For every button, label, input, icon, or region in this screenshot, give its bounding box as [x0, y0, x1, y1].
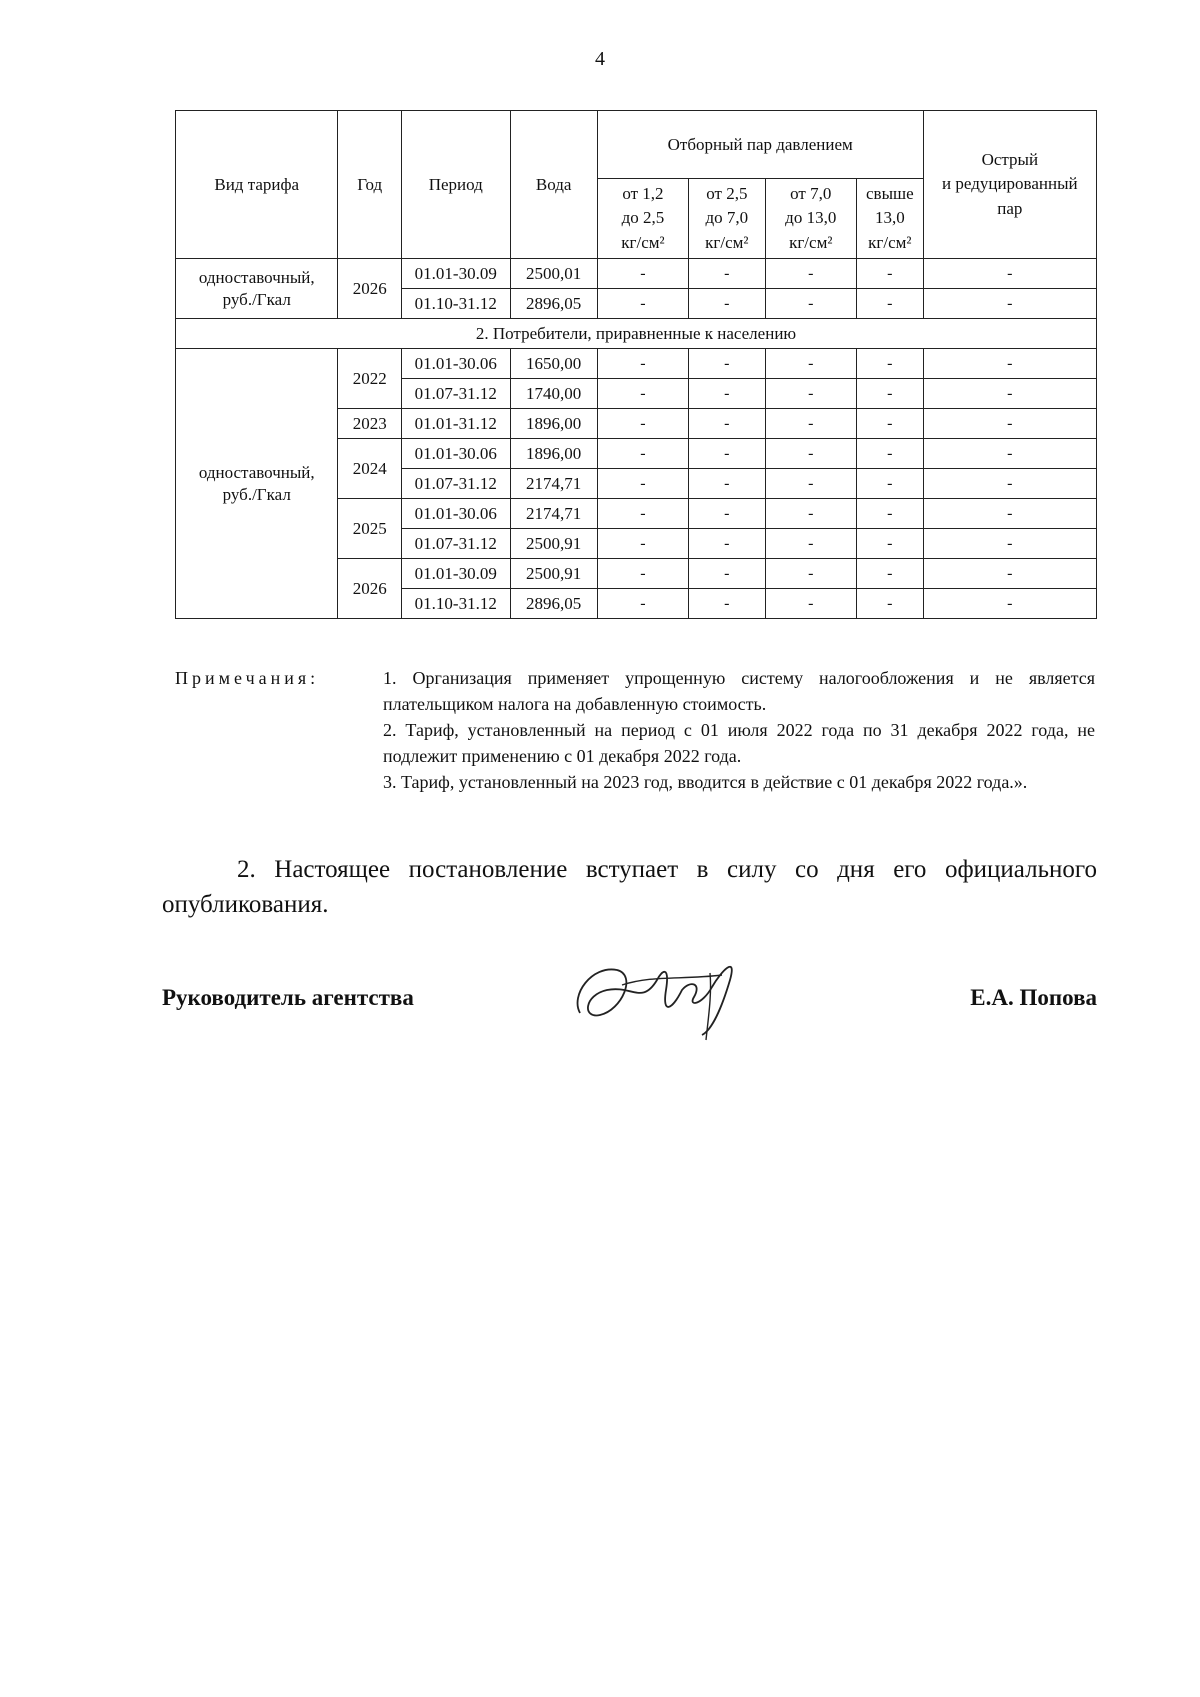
- cell-water: 1896,00: [510, 439, 597, 469]
- table-body: [176, 259, 1097, 619]
- header-year: Год: [338, 111, 401, 259]
- cell-steam-s4: -: [856, 469, 923, 499]
- header-period: Период: [401, 111, 510, 259]
- header-steam-line: свыше: [866, 183, 914, 203]
- cell-steam-s2: -: [689, 259, 765, 289]
- cell-period: 01.01-30.06: [401, 439, 510, 469]
- cell-steam-s1: -: [597, 499, 688, 529]
- cell-sharp-steam: -: [923, 499, 1096, 529]
- cell-period: 01.07-31.12: [401, 529, 510, 559]
- cell-water: 1740,00: [510, 379, 597, 409]
- signature-block: [162, 975, 1097, 1045]
- cell-sharp-steam: -: [923, 439, 1096, 469]
- cell-period: 01.07-31.12: [401, 469, 510, 499]
- cell-year: 2023: [338, 409, 401, 439]
- cell-sharp-steam: -: [923, 289, 1096, 319]
- header-steam-line: от 7,0: [790, 183, 832, 203]
- cell-tariff-type-line: руб./Гкал: [222, 484, 291, 504]
- cell-year: 2026: [338, 559, 401, 619]
- table-row: [176, 259, 1097, 289]
- cell-steam-s4: -: [856, 499, 923, 529]
- cell-steam-s3: -: [765, 469, 856, 499]
- cell-steam-s4: -: [856, 409, 923, 439]
- tariff-table: [175, 110, 1097, 619]
- note-item: 1. Организация применяет упрощенную систему налогообложения и не является плательщиком налога на добавленную стоимость.: [383, 668, 1095, 715]
- header-steam-line: до 13,0: [785, 208, 837, 228]
- cell-water: 1650,00: [510, 349, 597, 379]
- header-steam-2: [689, 179, 765, 259]
- cell-year: 2022: [338, 349, 401, 409]
- cell-water: 2500,91: [510, 559, 597, 589]
- header-water: Вода: [510, 111, 597, 259]
- header-sharp-steam: [923, 111, 1096, 259]
- cell-sharp-steam: -: [923, 259, 1096, 289]
- cell-steam-s3: -: [765, 349, 856, 379]
- header-steam-line: до 2,5: [621, 208, 665, 228]
- cell-sharp-steam: -: [923, 349, 1096, 379]
- cell-period: 01.01-30.06: [401, 349, 510, 379]
- header-steam-line: до 7,0: [705, 208, 749, 228]
- cell-steam-s2: -: [689, 589, 765, 619]
- header-steam-line: кг/см²: [789, 232, 833, 252]
- signatory-name: Е.А. Попова: [970, 985, 1097, 1010]
- cell-tariff-type-line: руб./Гкал: [222, 289, 291, 309]
- cell-steam-s1: -: [597, 349, 688, 379]
- header-steam-line: кг/см²: [705, 232, 749, 252]
- cell-tariff-type: [176, 259, 338, 319]
- cell-year: 2024: [338, 439, 401, 499]
- header-steam-group: Отборный пар давлением: [597, 111, 923, 179]
- cell-sharp-steam: -: [923, 379, 1096, 409]
- cell-steam-s1: -: [597, 379, 688, 409]
- cell-sharp-steam: -: [923, 559, 1096, 589]
- main-paragraph: 2. Настоящее постановление вступает в силу со дня его официального опубликования.: [162, 856, 1097, 918]
- cell-period: 01.10-31.12: [401, 289, 510, 319]
- cell-steam-s2: -: [689, 529, 765, 559]
- cell-water: 2896,05: [510, 289, 597, 319]
- cell-steam-s4: -: [856, 559, 923, 589]
- cell-steam-s1: -: [597, 589, 688, 619]
- notes-label: Примечания:: [175, 668, 320, 688]
- cell-steam-s2: -: [689, 289, 765, 319]
- cell-sharp-steam: -: [923, 409, 1096, 439]
- cell-steam-s3: -: [765, 289, 856, 319]
- header-tariff-type: Вид тарифа: [176, 111, 338, 259]
- cell-period: 01.10-31.12: [401, 589, 510, 619]
- cell-steam-s4: -: [856, 289, 923, 319]
- header-steam-line: от 2,5: [706, 183, 748, 203]
- cell-steam-s3: -: [765, 499, 856, 529]
- cell-steam-s4: -: [856, 349, 923, 379]
- cell-steam-s2: -: [689, 349, 765, 379]
- header-steam-1: [597, 179, 688, 259]
- cell-sharp-steam: -: [923, 469, 1096, 499]
- note-item: 3. Тариф, установленный на 2023 год, вводится в действие с 01 декабря 2022 года.».: [383, 772, 1028, 793]
- cell-steam-s1: -: [597, 289, 688, 319]
- cell-steam-s3: -: [765, 559, 856, 589]
- signatory-title: Руководитель агентства: [162, 985, 414, 1010]
- cell-period: 01.01-30.09: [401, 259, 510, 289]
- header-steam-line: 13,0: [874, 208, 905, 228]
- cell-steam-s4: -: [856, 259, 923, 289]
- cell-tariff-type: [176, 349, 338, 619]
- cell-steam-s4: -: [856, 589, 923, 619]
- cell-period: 01.01-30.06: [401, 499, 510, 529]
- cell-steam-s3: -: [765, 589, 856, 619]
- cell-steam-s3: -: [765, 259, 856, 289]
- header-steam-line: кг/см²: [868, 232, 912, 252]
- section-row: [176, 319, 1097, 349]
- header-sharp-steam-line: Острый: [981, 149, 1039, 169]
- cell-sharp-steam: -: [923, 529, 1096, 559]
- cell-steam-s1: -: [597, 469, 688, 499]
- cell-tariff-type-line: одноставочный,: [198, 268, 315, 288]
- cell-steam-s3: -: [765, 379, 856, 409]
- notes-list: [383, 665, 1095, 795]
- cell-steam-s1: -: [597, 439, 688, 469]
- cell-steam-s3: -: [765, 409, 856, 439]
- cell-steam-s2: -: [689, 439, 765, 469]
- cell-steam-s2: -: [689, 469, 765, 499]
- cell-water: 2500,01: [510, 259, 597, 289]
- header-steam-3: [765, 179, 856, 259]
- cell-steam-s2: -: [689, 379, 765, 409]
- cell-water: 2174,71: [510, 499, 597, 529]
- handwritten-signature: [562, 935, 762, 1045]
- cell-year: 2025: [338, 499, 401, 559]
- header-sharp-steam-line: и редуцированный: [942, 174, 1078, 194]
- cell-sharp-steam: -: [923, 589, 1096, 619]
- cell-steam-s1: -: [597, 409, 688, 439]
- cell-steam-s2: -: [689, 559, 765, 589]
- cell-period: 01.07-31.12: [401, 379, 510, 409]
- cell-water: 2896,05: [510, 589, 597, 619]
- cell-steam-s3: -: [765, 529, 856, 559]
- page-number: 4: [595, 48, 605, 70]
- header-steam-line: от 1,2: [622, 183, 664, 203]
- table-header: [176, 111, 1097, 259]
- cell-year: 2026: [338, 259, 401, 319]
- cell-period: 01.01-31.12: [401, 409, 510, 439]
- cell-water: 2500,91: [510, 529, 597, 559]
- cell-water: 2174,71: [510, 469, 597, 499]
- header-steam-4: [856, 179, 923, 259]
- table-row: [176, 349, 1097, 379]
- cell-steam-s4: -: [856, 529, 923, 559]
- cell-steam-s4: -: [856, 379, 923, 409]
- header-steam-line: кг/см²: [621, 232, 665, 252]
- cell-steam-s3: -: [765, 439, 856, 469]
- cell-tariff-type-line: одноставочный,: [198, 463, 315, 483]
- cell-steam-s1: -: [597, 259, 688, 289]
- cell-steam-s1: -: [597, 529, 688, 559]
- cell-steam-s2: -: [689, 409, 765, 439]
- cell-steam-s4: -: [856, 439, 923, 469]
- cell-water: 1896,00: [510, 409, 597, 439]
- cell-steam-s1: -: [597, 559, 688, 589]
- header-sharp-steam-line: пар: [997, 198, 1023, 218]
- note-item: 2. Тариф, установленный на период с 01 июля 2022 года по 31 декабря 2022 года, не подлежит применению с 01 декабря 2022 года.: [383, 720, 1095, 767]
- cell-steam-s2: -: [689, 499, 765, 529]
- section-title: 2. Потребители, приравненные к населению: [176, 319, 1097, 349]
- cell-period: 01.01-30.09: [401, 559, 510, 589]
